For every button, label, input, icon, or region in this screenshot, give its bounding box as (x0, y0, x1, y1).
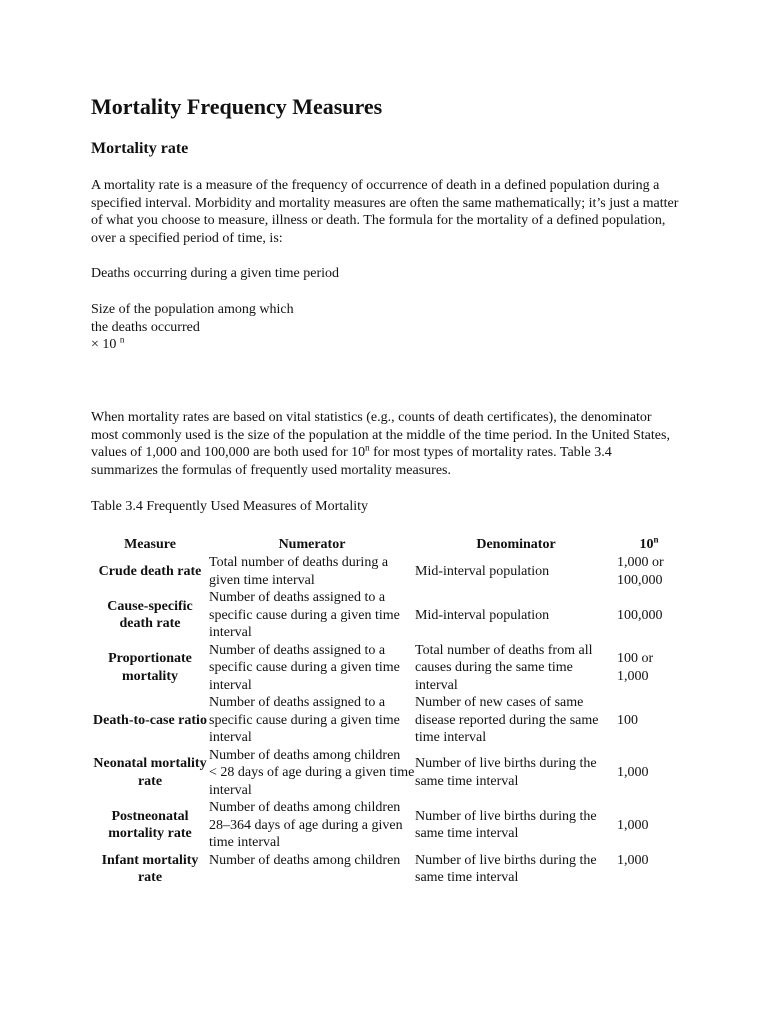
cell-numerator: Number of deaths among children 28–364 days of age during a given time interval (209, 800, 403, 850)
page-title: Mortality Frequency Measures (91, 94, 383, 119)
cell-measure: Cause-specific death rate (107, 598, 193, 632)
table-row (91, 554, 681, 589)
header-numerator: Numerator (278, 536, 346, 552)
cell-denominator: Number of live births during the same time interval (415, 756, 597, 789)
formula-denominator-line2: the deaths occurred (91, 319, 200, 335)
table-caption: Table 3.4 Frequently Used Measures of Mortality (91, 499, 369, 514)
cell-denominator: Mid-interval population (415, 607, 550, 623)
cell-measure: Neonatal mortality rate (93, 756, 207, 789)
cell-denominator: Mid-interval population (415, 563, 550, 579)
section-heading: Mortality rate (91, 140, 189, 157)
formula-multiplier (91, 336, 124, 354)
mortality-measures-table (91, 535, 681, 887)
table-row (91, 799, 681, 852)
intro-paragraph: A mortality rate is a measure of the frequency of occurrence of death in a defined population during a specified interval. Morbidity and mortality measures are often the same mathematically; it’s just a matter of what you choose to measure, illness or death. The formula for the mortality of a defined population, over a specified period of time, is: (91, 178, 679, 246)
table-row (91, 694, 681, 747)
cell-denominator: Number of new cases of same disease reported during the same time interval (415, 695, 599, 745)
cell-denominator: Total number of deaths from all causes during the same time interval (415, 642, 593, 693)
formula-denominator (91, 301, 294, 336)
vital-statistics-paragraph (91, 409, 681, 479)
cell-power: 1,000 or 100,000 (617, 555, 664, 588)
cell-measure: Crude death rate (98, 563, 202, 579)
table-row (91, 642, 681, 695)
paragraph2-before: When mortality rates are based on vital statistics (e.g., counts of death certificates), the denominator most commonly used is the size of the population at the middle of the time period. In the United States, values of 1,000 and 100,000 are both used for 10 (91, 410, 670, 460)
formula-multiplier-exponent: n (119, 334, 125, 345)
cell-numerator: Total number of deaths during a given time interval (209, 555, 389, 588)
cell-numerator-line2: < 28 days of age during a given time interval (209, 765, 415, 798)
cell-measure: Proportionate mortality (108, 651, 192, 684)
cell-measure: Postneonatal mortality rate (108, 808, 192, 842)
header-power-base: 10 (639, 536, 654, 552)
table-header-row (91, 535, 681, 554)
cell-numerator: Number of deaths assigned to a specific cause during a given time interval (209, 642, 400, 693)
cell-numerator-line1: Number of deaths among children (209, 747, 401, 763)
cell-numerator: Number of deaths among children (209, 852, 401, 868)
header-denominator: Denominator (476, 536, 556, 552)
table-row (91, 852, 681, 887)
cell-numerator: Number of deaths assigned to a specific cause during a given time interval (209, 590, 400, 640)
header-power (617, 535, 681, 554)
cell-power: 100 (617, 712, 638, 728)
formula-numerator: Deaths occurring during a given time period (91, 266, 340, 281)
cell-power: 1,000 (617, 765, 649, 780)
cell-measure: Infant mortality rate (101, 852, 199, 885)
cell-numerator (209, 747, 415, 800)
cell-power: 1,000 (617, 817, 649, 833)
paragraph2-after: for most types of mortality rates. Table 3.4 summarizes the formulas of frequently used mortality measures. (91, 445, 612, 478)
cell-power: 100,000 (617, 607, 663, 623)
cell-denominator: Number of live births during the same time interval (415, 808, 597, 842)
header-power-exponent: n (653, 534, 659, 545)
cell-power: 1,000 (617, 852, 649, 868)
table-row (91, 589, 681, 642)
header-measure: Measure (124, 536, 176, 552)
cell-numerator: Number of deaths assigned to a specific cause during a given time interval (209, 695, 400, 745)
paragraph2-exponent: n (365, 442, 370, 453)
cell-denominator: Number of live births during the same time interval (415, 852, 597, 885)
formula-multiplier-prefix: × 10 (91, 337, 117, 352)
cell-power: 100 or 1,000 (617, 651, 654, 684)
formula-denominator-line1: Size of the population among which (91, 302, 294, 317)
table-row (91, 747, 681, 800)
cell-measure: Death-to-case ratio (93, 712, 207, 728)
